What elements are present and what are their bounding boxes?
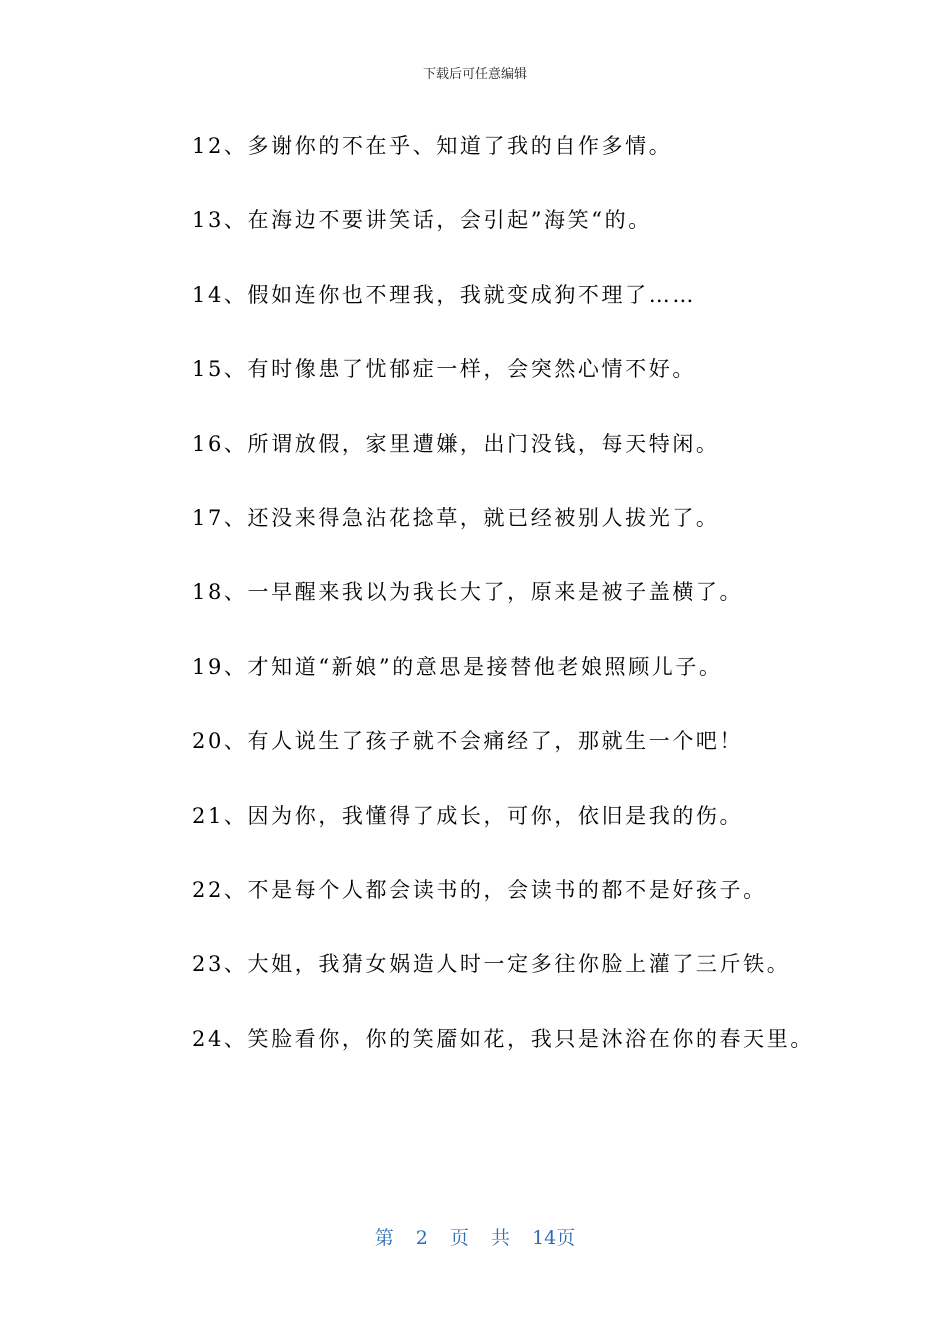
list-item: 14、假如连你也不理我，我就变成狗不理了……	[192, 282, 696, 307]
current-page-number: 2	[415, 1227, 428, 1249]
list-item: 21、因为你，我懂得了成长，可你，依旧是我的伤。	[192, 803, 744, 828]
list-item: 22、不是每个人都会读书的，会读书的都不是好孩子。	[192, 877, 767, 902]
total-pages: 14页	[532, 1227, 576, 1249]
list-item: 19、才知道“新娘”的意思是接替他老娘照顾儿子。	[192, 654, 723, 679]
header-note: 下载后可任意编辑	[422, 67, 527, 82]
list-item: 24、笑脸看你，你的笑靥如花，我只是沐浴在你的春天里。	[192, 1026, 814, 1051]
page-unit: 页	[449, 1227, 469, 1249]
document-body	[192, 128, 892, 1095]
page-footer	[0, 1225, 950, 1251]
list-item: 13、在海边不要讲笑话，会引起”海笑“的。	[192, 208, 652, 233]
list-item: 12、多谢你的不在乎、知道了我的自作多情。	[192, 134, 673, 158]
list-item: 17、还没来得急沾花捻草，就已经被别人拔光了。	[192, 505, 720, 530]
list-item: 23、大姐，我猜女娲造人时一定多往你脸上灌了三斤铁。	[192, 952, 791, 977]
list-item: 20、有人说生了孩子就不会痛经了，那就生一个吧！	[192, 729, 744, 754]
list-item: 15、有时像患了忧郁症一样，会突然心情不好。	[192, 357, 696, 382]
list-item: 18、一早醒来我以为我长大了，原来是被子盖横了。	[192, 580, 744, 605]
total-word: 共	[491, 1227, 511, 1249]
page-word: 第	[374, 1227, 394, 1249]
list-item: 16、所谓放假，家里遭嫌，出门没钱，每天特闲。	[192, 431, 720, 456]
